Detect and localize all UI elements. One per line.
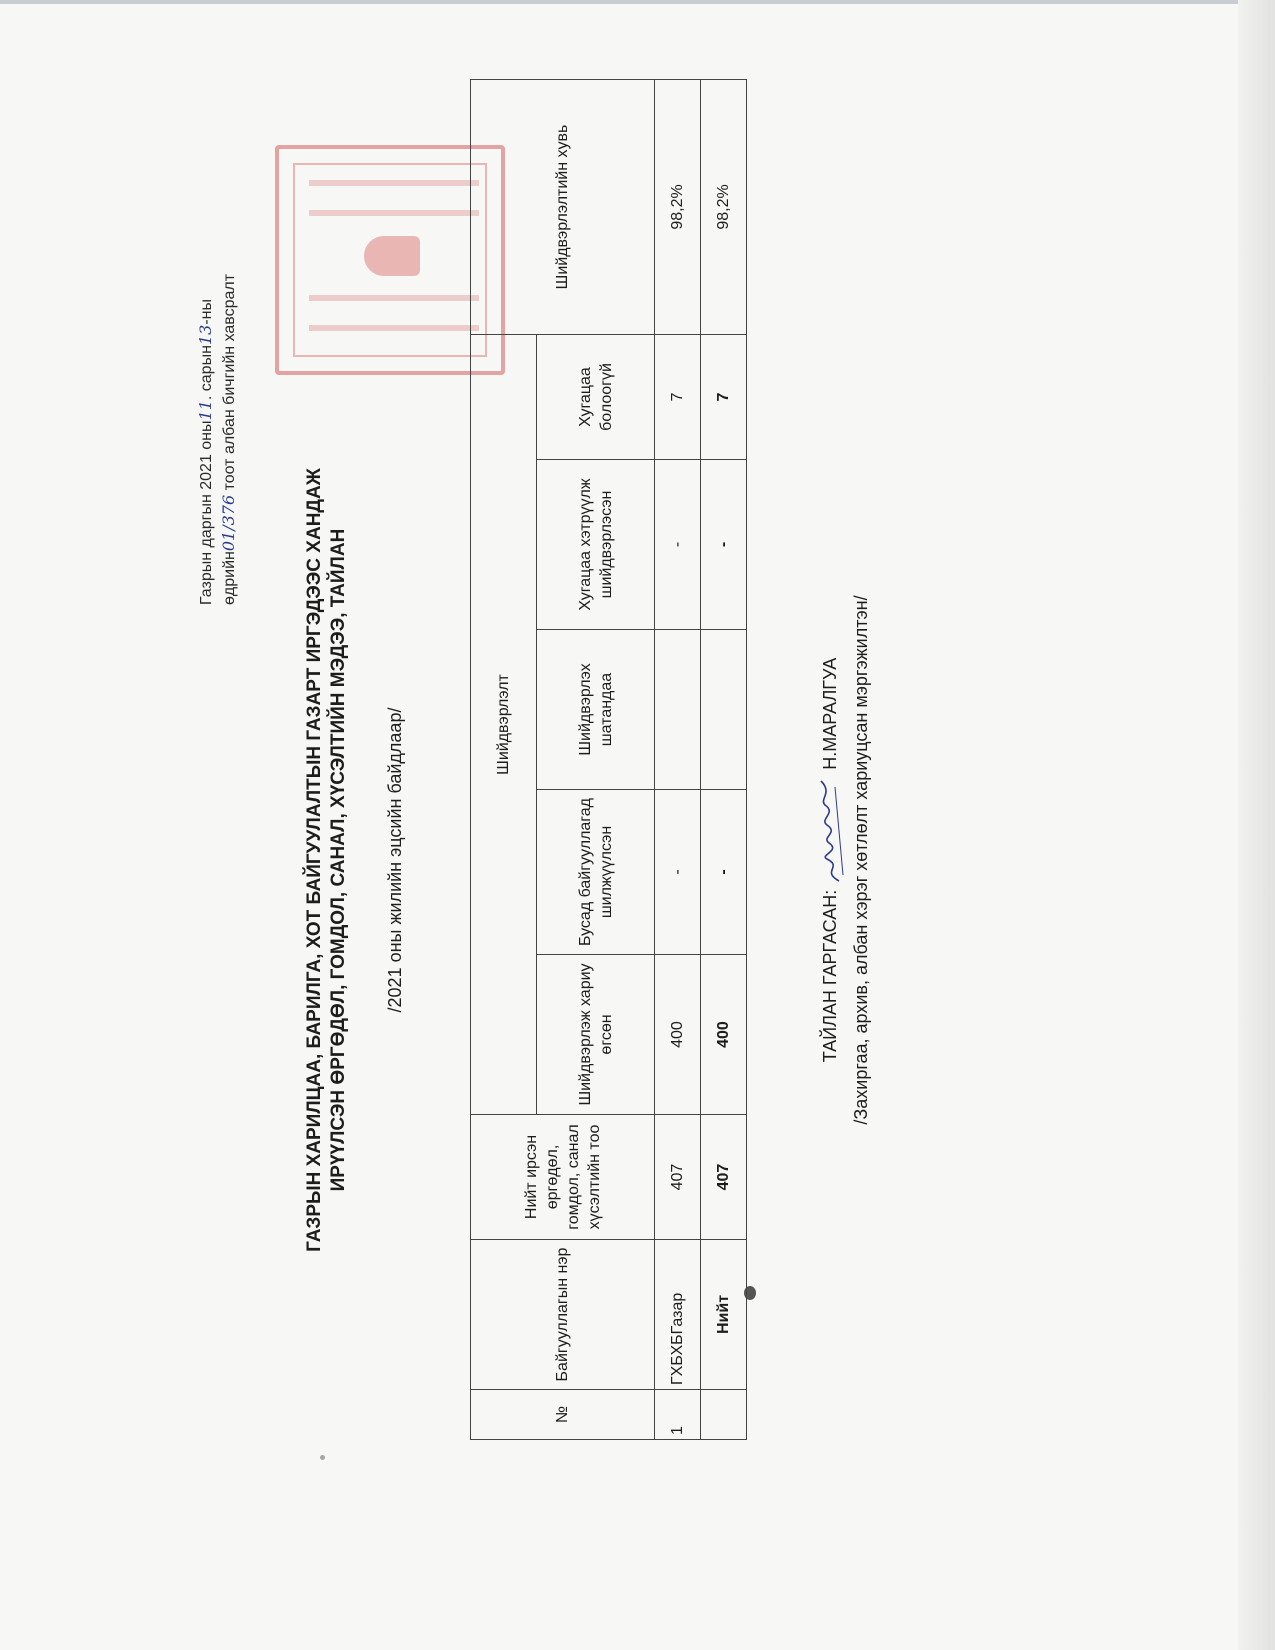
cell-answered: 400: [655, 955, 701, 1115]
cell-not-due: 7: [655, 334, 701, 459]
cell-transferred: -: [701, 790, 747, 955]
header-overdue: Хугацаа хэтрүүлж шийдвэрлэсэн: [537, 460, 655, 630]
header-resolution: Шийдвэрлэлт: [471, 334, 537, 1114]
header-no: №: [471, 1390, 655, 1440]
handwritten-day: 13: [196, 324, 215, 346]
signature-block: [813, 540, 873, 1180]
report-table: [470, 79, 747, 1440]
cell-in-progress: [655, 630, 701, 790]
cell-answered: 400: [701, 955, 747, 1115]
cell-org: Нийт: [701, 1240, 747, 1390]
handwritten-signature: [813, 775, 849, 885]
cell-transferred: -: [655, 790, 701, 955]
cell-org: ГХБХБГазар: [655, 1240, 701, 1390]
cell-no: [701, 1390, 747, 1440]
cell-percent: 98,2%: [701, 79, 747, 334]
header-org: Байгууллагын нэр: [471, 1240, 655, 1390]
handwritten-letter-number: 01/376: [219, 494, 238, 552]
rotated-page: [195, 100, 871, 1540]
header-in-progress: Шийдвэрлэх шатандаа: [537, 630, 655, 790]
total-row: [701, 79, 747, 1439]
scan-edge-top: [0, 0, 1275, 4]
cell-overdue: -: [701, 460, 747, 630]
header-not-due: Хугацаа болоогүй: [537, 334, 655, 459]
cell-not-due: 7: [701, 334, 747, 459]
handwritten-month: 11: [196, 400, 215, 421]
header-transferred: Бусад байгууллагад шилжүүлсэн: [537, 790, 655, 955]
signer-label: ТАЙЛАН ГАРГАСАН:: [819, 889, 840, 1063]
signer-name: Н.МАРАЛГУА: [819, 657, 840, 770]
report-title: ГАЗРЫН ХАРИЛЦАА, БАРИЛГА, ХОТ БАЙГУУЛАЛТЫН ГАЗАРТ ИРГЭДЭЭС ХАНДАЖ ИРҮҮЛСЭН ӨРГӨДӨЛ, ГОМДОЛ, САНАЛ, ХҮСЭЛТИЙН МЭДЭЭ, ТАЙЛАН: [304, 468, 349, 1252]
table-row: [655, 79, 701, 1439]
cell-total: 407: [655, 1115, 701, 1240]
report-subtitle: /2021 оны жилийн эцсийн байдлаар/: [385, 707, 405, 1013]
header-answered: Шийдвэрлэж хариу өгсөн: [537, 955, 655, 1115]
signer-position: /Захиргаа, архив, албан хэрэг хөтлөлт хариуцсан мэргэжилтэн/: [851, 595, 871, 1125]
header-total: Нийт ирсэн өргөдөл, гомдол, санал хүсэлтийн тоо: [471, 1115, 655, 1240]
cell-total: 407: [701, 1115, 747, 1240]
attachment-note: Газрын даргын 2021 оны11. сарын13-ны өдрийн01/376 тоот албан бичгийн хавсралт: [196, 273, 238, 605]
cell-in-progress: [701, 630, 747, 790]
cell-overdue: -: [655, 460, 701, 630]
scan-edge-right: [1238, 0, 1275, 1650]
cell-no: 1: [655, 1390, 701, 1440]
cell-percent: 98,2%: [655, 79, 701, 334]
header-percent: Шийдвэрлэлтийн хувь: [471, 79, 655, 334]
